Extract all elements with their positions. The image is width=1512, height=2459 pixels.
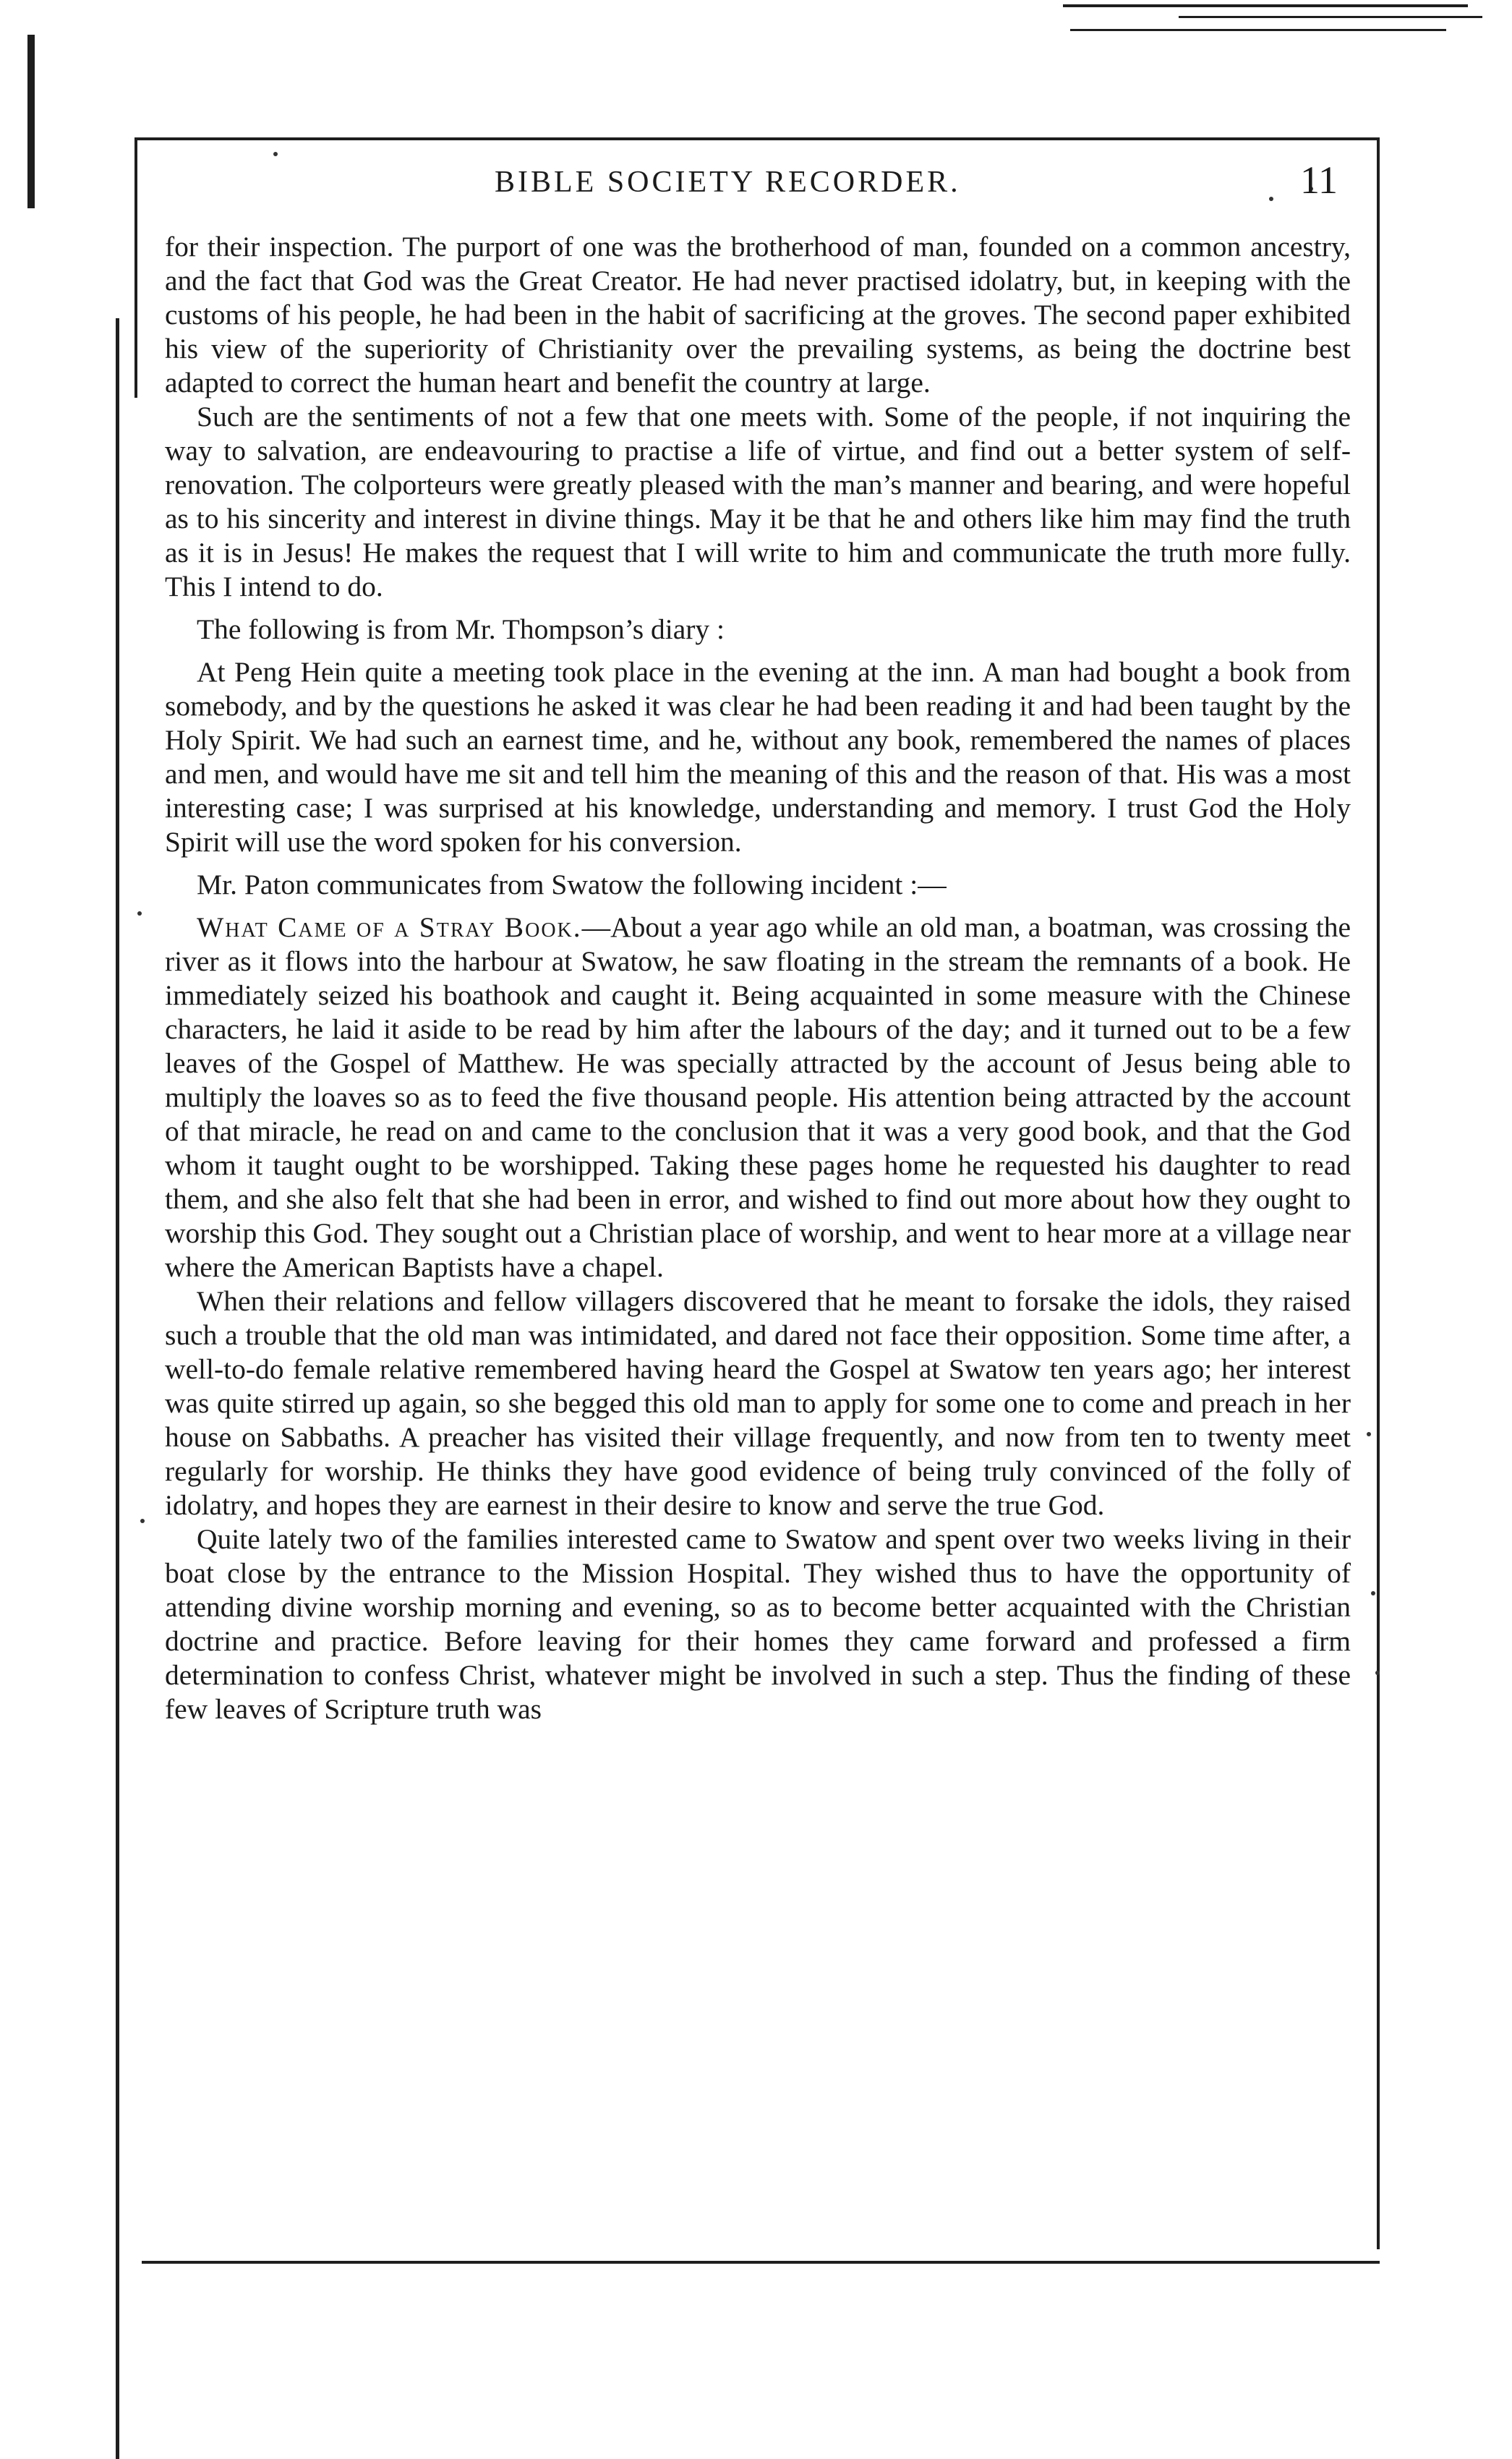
frame-right-rule	[1377, 137, 1380, 2249]
paragraph-stray-book	[165, 911, 1351, 1284]
frame-top-rule	[134, 137, 1378, 140]
paragraph-inspection: for their inspection. The purport of one was the brotherhood of man, founded on a common ancestry, and the fact that God was the Great Creator. He had never practised idolatry, but, in keeping with the customs of his people, he had been in the habit of sacrificing at the groves. The second paper exhibited his view of the superiority of Christianity over the prevailing systems, as being the doctrine best adapted to correct the human heart and benefit the country at large.	[165, 231, 1351, 399]
paragraph-relations: When their relations and fellow villagers discovered that he meant to forsake the idols, they raised such a trouble that the old man was intimidated, and dared not face their opposition. Some time after, a well-to-do female relative remembered having heard the Gospel at Swatow ten years ago; her interest was quite stirred up again, so she begged this old man to apply for some one to come and preach in her house on Sabbaths. A preacher has visited their village frequently, and now from ten to twenty meet regularly for worship. He thinks they have good evidence of being truly convinced of the folly of idolatry, and hopes they are earnest in their desire to know and serve the true God.	[165, 1285, 1351, 1521]
left-edge-line	[116, 318, 119, 2459]
margin-speck	[1367, 1432, 1371, 1436]
section-heading: What Came of a Stray Book.	[197, 911, 582, 943]
top-rule-2	[1179, 16, 1482, 18]
page-number: 11	[1300, 158, 1338, 202]
paragraph-thompson-intro: The following is from Mr. Thompson’s diary :	[197, 613, 725, 645]
binding-edge-line	[27, 35, 35, 208]
frame-bottom-rule	[142, 2261, 1380, 2264]
paragraph-paton-intro: Mr. Paton communicates from Swatow the following incident :—	[197, 869, 947, 900]
margin-speck	[140, 1519, 145, 1523]
paragraph-sentiments: Such are the sentiments of not a few that one meets with. Some of the people, if not inquiring the way to salvation, are endeavouring to practise a life of virtue, and find out a better system of self-renovation. The colporteurs were greatly pleased with the man’s manner and bearing, and were hopeful as to his sincerity and interest in divine things. May it be that he and others like him may find the truth as it is in Jesus! He makes the request that I will write to him and communicate the truth more fully. This I intend to do.	[165, 401, 1351, 602]
margin-speck	[137, 911, 142, 916]
page-header	[152, 158, 1374, 216]
margin-speck	[1371, 1591, 1375, 1595]
top-rule-3	[1070, 29, 1446, 31]
article-body	[165, 230, 1351, 1726]
paragraph-peng-hein: At Peng Hein quite a meeting took place in the evening at the inn. A man had bought a book from somebody, and by the questions he asked it was clear he had been reading it and had been taught by the Holy Spirit. We had such an earnest time, and he, without any book, remembered the names of places and men, and would have me sit and tell him the meaning of this and the reason of that. His was a most interesting case; I was surprised at his knowledge, understanding and memory. I trust God the Holy Spirit will use the word spoken for his conversion.	[165, 656, 1351, 858]
stray-book-text: —About a year ago while an old man, a boatman, was crossing the river as it flows into the harbour at Swatow, he saw floating in the stream the remnants of a book. He immediately seized his boathook and caught it. Being acquainted in some measure with the Chinese characters, he laid it aside to be read by him after the labours of the day; and it turned out to be a few leaves of the Gospel of Matthew. He was specially attracted by the account of Jesus being able to multiply the loaves so as to feed the five thousand people. His attention being attracted by the account of that miracle, he read on and came to the conclusion that it was a very good book, and that the God whom it taught ought to be worshipped. Taking these pages home he requested his daughter to read them, and she also felt that she had been in error, and wished to find out more about how they ought to worship this God. They sought out a Christian place of worship, and went to hear more at a village near where the American Baptists have a chapel.	[165, 911, 1351, 1283]
running-title: BIBLE SOCIETY RECORDER.	[495, 166, 961, 199]
header-speck	[273, 152, 278, 156]
paragraph-families: Quite lately two of the families interested came to Swatow and spent over two weeks living in their boat close by the entrance to the Mission Hospital. They wished thus to have the opportunity of attending divine worship morning and evening, so as to become better acquainted with the Christian doctrine and practice. Before leaving for their homes they came forward and professed a firm determination to confess Christ, whatever might be involved in such a step. Thus the finding of these few leaves of Scripture truth was	[165, 1523, 1351, 1725]
frame-left-rule	[134, 137, 137, 398]
margin-speck	[1375, 1671, 1380, 1675]
top-rule-1	[1063, 4, 1468, 7]
